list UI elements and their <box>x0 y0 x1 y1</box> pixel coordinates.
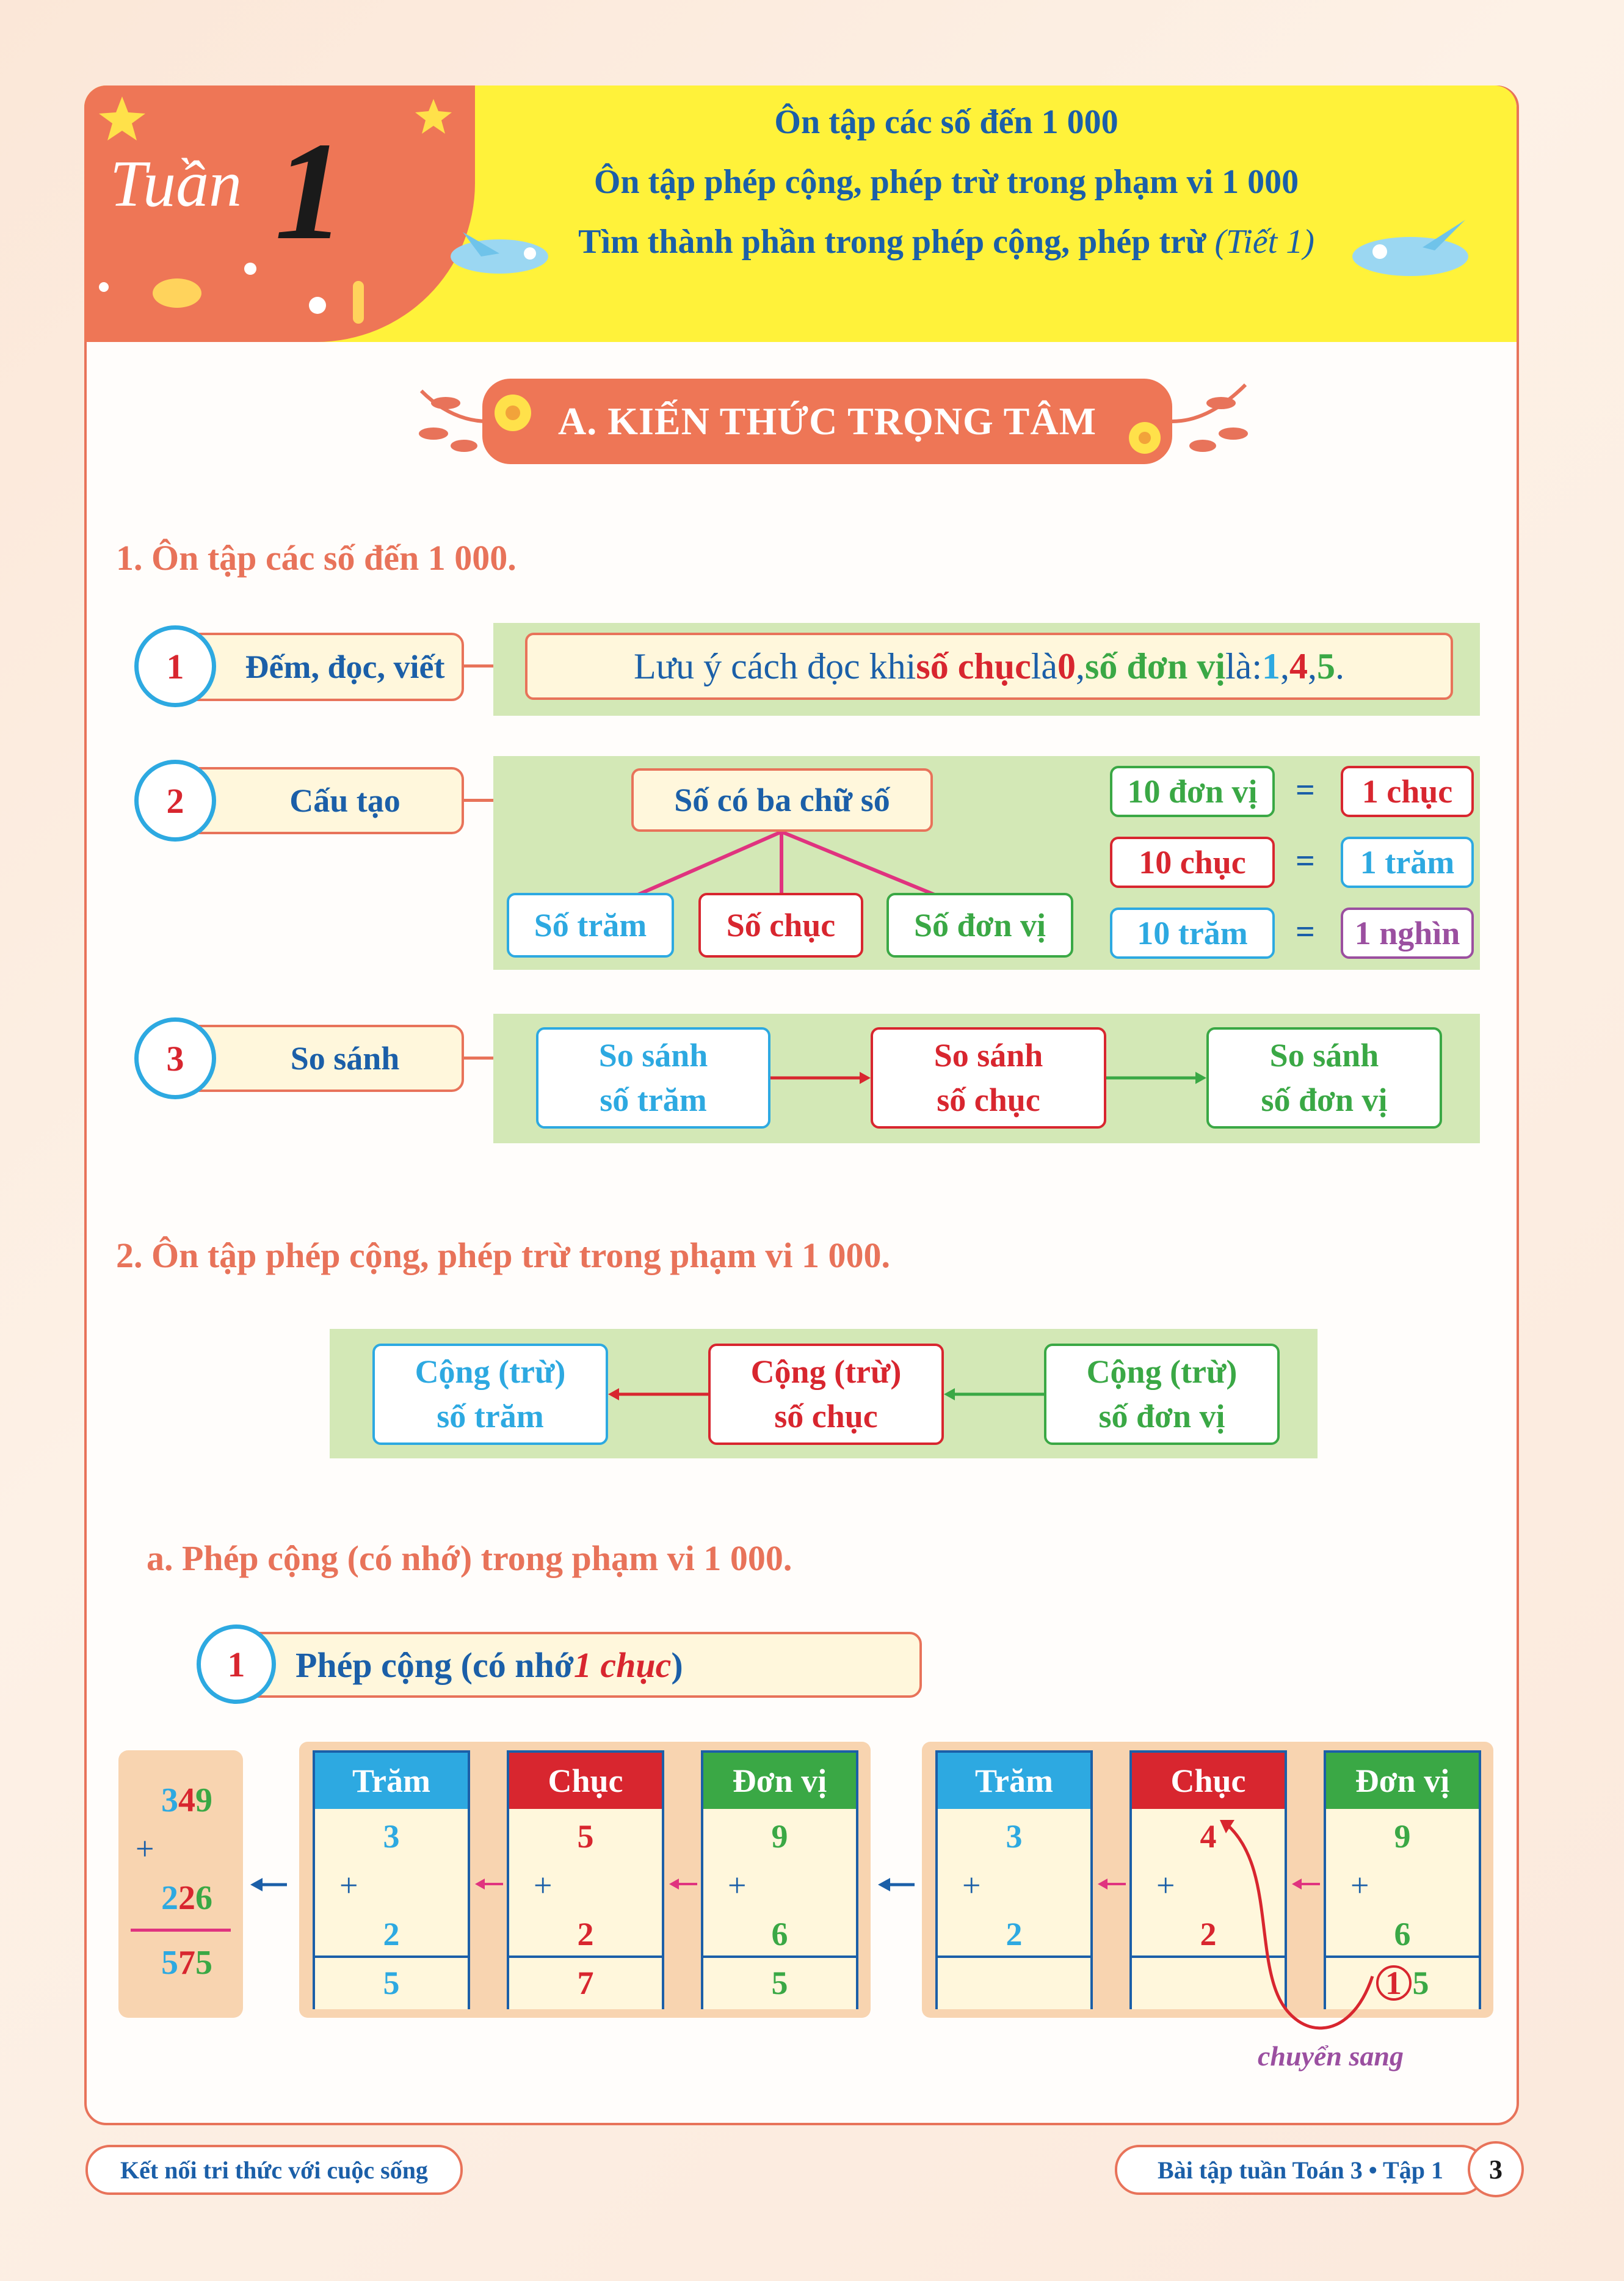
vertical-addition <box>118 1750 243 2018</box>
top-digit: 9 <box>1394 1818 1411 1855</box>
section-1-title: 1. Ôn tập các số đến 1 000. <box>116 538 517 578</box>
carry-arrow <box>1215 1808 1398 2052</box>
compare-arrows <box>770 1063 1210 1093</box>
result-digit: 5 <box>383 1965 400 2001</box>
plus-sign: + <box>339 1867 358 1904</box>
top-digit: 3 <box>383 1818 400 1855</box>
flower-icon <box>1125 418 1165 458</box>
op-units: Cộng (trừ) số đơn vị <box>1044 1344 1280 1445</box>
compare-hundreds: So sánh số trăm <box>536 1027 770 1129</box>
bottom-digit: 2 <box>577 1916 594 1952</box>
item-1-number: 1 <box>134 625 216 707</box>
bottom-digit: 6 <box>771 1916 788 1952</box>
arrow-left-icon <box>1098 1875 1128 1893</box>
structure-child-hundreds: Số trăm <box>507 893 674 958</box>
footer-publisher: Kết nối tri thức với cuộc sống <box>85 2145 463 2195</box>
top-digit: 3 <box>1006 1818 1023 1855</box>
header-line-1: Ôn tập các số đến 1 000 <box>774 103 1118 141</box>
subsection-a-title: a. Phép cộng (có nhớ) trong phạm vi 1 000. <box>147 1538 792 1578</box>
eq-2-sign: = <box>1296 842 1315 880</box>
flower-icon <box>488 388 537 437</box>
arrow-left-icon <box>669 1875 700 1893</box>
compare-tens: So sánh số chục <box>871 1027 1106 1129</box>
column-header: Đơn vị <box>703 1753 856 1809</box>
eq-1-sign: = <box>1296 771 1315 809</box>
item-1-note: Lưu ý cách đọc khi số chục là 0 , số đơn vị là: 1 , 4 , 5 . <box>525 633 1453 700</box>
plus-sign: + <box>534 1867 553 1904</box>
item-3-label: So sánh <box>177 1025 464 1092</box>
compare-units: So sánh số đơn vị <box>1206 1027 1442 1129</box>
bottom-digit: 2 <box>1200 1916 1217 1952</box>
week-number: 1 <box>275 113 345 269</box>
column-header: Chục <box>1132 1753 1285 1809</box>
eq-1-left: 10 đơn vị <box>1110 766 1275 817</box>
header-line-2: Ôn tập phép cộng, phép trừ trong phạm vi 1 000 <box>593 163 1299 201</box>
airplane-icon <box>438 220 560 293</box>
column-header: Trăm <box>315 1753 468 1809</box>
bottom-digit: 2 <box>1006 1916 1023 1952</box>
eq-3-left: 10 trăm <box>1110 908 1275 959</box>
op-arrows <box>608 1379 1044 1410</box>
column-header: Chục <box>509 1753 662 1809</box>
plus-sign: + <box>962 1867 981 1904</box>
structure-root: Số có ba chữ số <box>631 768 933 832</box>
item-2-number: 2 <box>134 760 216 842</box>
addition-rule-number: 1 <box>197 1624 276 1704</box>
top-digit: 4 <box>1200 1818 1217 1855</box>
result-digit: 7 <box>577 1965 594 2001</box>
sum: 575 <box>161 1944 212 1982</box>
leaf-branch-icon <box>409 366 495 476</box>
structure-child-units: Số đơn vị <box>886 893 1073 958</box>
addition-rule-pill: Phép cộng (có nhớ 1 chục ) <box>226 1632 922 1698</box>
item-1-label: Đếm, đọc, viết <box>177 633 464 701</box>
arrow-left-icon <box>250 1872 293 1897</box>
eq-2-right: 1 trăm <box>1341 837 1474 888</box>
arrow-left-icon <box>475 1875 506 1893</box>
result-digit: 1 5 <box>1326 1964 1479 2002</box>
plus-sign: + <box>728 1867 747 1904</box>
item-3-number: 3 <box>134 1017 216 1099</box>
eq-3-sign: = <box>1296 913 1315 951</box>
plus-sign: + <box>1350 1867 1369 1904</box>
eq-1-right: 1 chục <box>1341 766 1474 817</box>
eq-2-left: 10 chục <box>1110 837 1275 888</box>
addend-1: 349 <box>161 1781 212 1819</box>
item-2-label: Cấu tạo <box>177 767 464 834</box>
header-line-3: Tìm thành phần trong phép cộng, phép trừ (Tiết 1) <box>578 223 1314 261</box>
column-header: Trăm <box>938 1753 1090 1809</box>
cactus-icon <box>353 281 364 324</box>
star-icon <box>415 99 452 134</box>
page-number: 3 <box>1468 2141 1524 2197</box>
plus-sign: + <box>1156 1867 1175 1904</box>
eq-3-right: 1 nghìn <box>1341 908 1474 959</box>
place-value-column <box>507 1750 664 2009</box>
week-label: Tuần <box>110 148 242 220</box>
place-value-column <box>313 1750 470 2009</box>
addend-2: 226 <box>161 1879 212 1917</box>
top-digit: 9 <box>771 1818 788 1855</box>
op-tens: Cộng (trừ) số chục <box>708 1344 944 1445</box>
fish-icon <box>153 278 201 308</box>
structure-child-tens: Số chục <box>698 893 863 958</box>
top-digit: 5 <box>577 1818 594 1855</box>
carry-digit: 1 <box>1376 1965 1412 2001</box>
star-icon <box>99 96 145 140</box>
carry-note: chuyển sang <box>1258 2040 1404 2072</box>
footer-book-title: Bài tập tuần Toán 3 • Tập 1 <box>1115 2145 1486 2195</box>
section-2-title: 2. Ôn tập phép cộng, phép trừ trong phạm vi 1 000. <box>116 1235 891 1275</box>
place-value-column <box>701 1750 858 2009</box>
bottom-digit: 2 <box>383 1916 400 1952</box>
arrow-left-icon <box>878 1872 921 1897</box>
bottom-digit: 6 <box>1394 1916 1411 1952</box>
result-digit: 5 <box>771 1965 788 2001</box>
leaf-branch-icon <box>1166 366 1264 476</box>
place-value-column <box>935 1750 1093 2009</box>
op-hundreds: Cộng (trừ) số trăm <box>372 1344 608 1445</box>
section-banner: A. KIẾN THỨC TRỌNG TÂM <box>482 379 1172 464</box>
airplane-icon <box>1343 214 1490 293</box>
plus-sign: + <box>136 1830 154 1867</box>
column-header: Đơn vị <box>1326 1753 1479 1809</box>
